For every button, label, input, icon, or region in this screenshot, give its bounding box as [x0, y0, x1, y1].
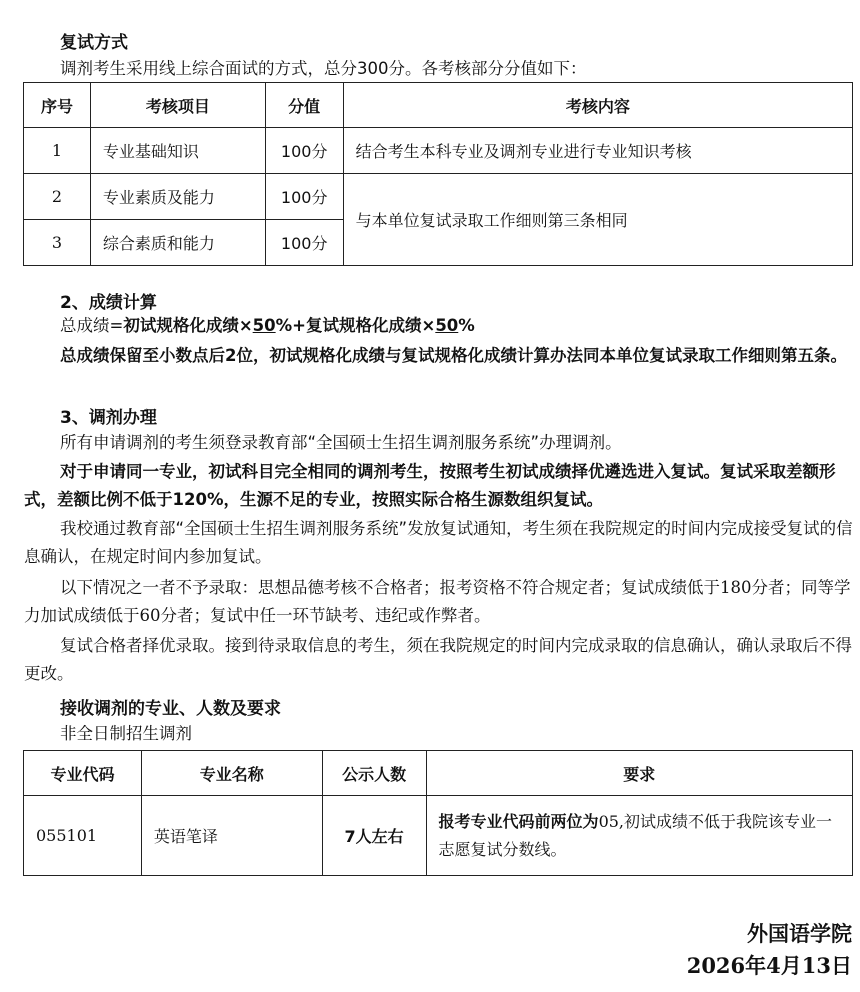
formula-plus: %+ [275, 316, 306, 335]
cell-major-code: 055101 [24, 796, 142, 876]
transfer-p2: 对于申请同一专业，初试科目完全相同的调剂考生，按照考生初试成绩择优遴选进入复试。复试采取差额形式，差额比例不低于120%，生源不足的专业，按照实际合格生源数组织复试。 [24, 462, 836, 509]
cell-score: 100分 [265, 174, 343, 220]
table-header-row [24, 83, 853, 128]
table-row [24, 128, 853, 174]
section-title-retest-method: 复试方式 [60, 33, 128, 53]
table-header-row [24, 751, 853, 796]
requirement-bold: 报考专业代码前两位为 [438, 811, 599, 831]
cell-no: 3 [24, 220, 91, 266]
table-row [24, 174, 853, 220]
header-score: 分值 [265, 83, 343, 128]
footer-date: 2026年4月13日 [686, 953, 852, 978]
header-requirement: 要求 [426, 751, 852, 796]
requirement-text: 05,初试成绩不低于我院该专业一志愿复试分数线。 [438, 811, 833, 859]
section-title-score-calc: 2、成绩计算 [60, 293, 157, 313]
score-formula [60, 314, 475, 338]
header-code: 专业代码 [24, 751, 142, 796]
cell-score: 100分 [265, 220, 343, 266]
transfer-p3: 我校通过教育部“全国硕士生招生调剂服务系统”发放复试通知，考生须在我院规定的时间内完成接受复试的信息确认，在规定时间内参加复试。 [24, 519, 853, 566]
transfer-p1: 所有申请调剂的考生须登录教育部“全国硕士生招生调剂服务系统”办理调剂。 [60, 433, 622, 452]
section-subtitle: 非全日制招生调剂 [60, 724, 192, 743]
majors-table [23, 750, 853, 876]
header-name: 专业名称 [141, 751, 322, 796]
score-note: 总成绩保留至小数点后2位，初试规格化成绩与复试规格化成绩计算办法同本单位复试录取工作细则第五条。 [60, 346, 847, 365]
header-count: 公示人数 [322, 751, 426, 796]
table-row [24, 796, 853, 876]
cell-score: 100分 [265, 128, 343, 174]
header-item: 考核项目 [90, 83, 265, 128]
section-intro: 调剂考生采用线上综合面试的方式，总分300分。各考核部分分值如下： [60, 59, 587, 78]
cell-requirement [426, 796, 852, 876]
header-content: 考核内容 [343, 83, 852, 128]
assessment-table [23, 82, 853, 266]
footer-org: 外国语学院 [747, 921, 852, 946]
cell-content: 结合考生本科专业及调剂专业进行专业知识考核 [343, 128, 852, 174]
header-no: 序号 [24, 83, 91, 128]
cell-no: 2 [24, 174, 91, 220]
transfer-p4: 以下情况之一者不予录取：思想品德考核不合格者；报考资格不符合规定者；复试成绩低于180分者；同等学力加试成绩低于60分者；复试中任一环节缺考、违纪或作弊者。 [24, 578, 851, 625]
formula-retest-pct: 50 [435, 316, 459, 335]
section-title-accepted-majors: 接收调剂的专业、人数及要求 [60, 699, 281, 719]
cell-major-name: 英语笔译 [141, 796, 322, 876]
cell-no: 1 [24, 128, 91, 174]
cell-merged-content: 与本单位复试录取工作细则第三条相同 [343, 174, 852, 266]
cell-count: 7人左右 [322, 796, 426, 876]
formula-initial: 初试规格化成绩× [123, 316, 253, 335]
formula-initial-pct: 50 [252, 316, 276, 335]
cell-item: 专业基础知识 [90, 128, 265, 174]
cell-item: 专业素质及能力 [90, 174, 265, 220]
cell-item: 综合素质和能力 [90, 220, 265, 266]
formula-end: % [458, 316, 475, 335]
transfer-p5: 复试合格者择优录取。接到待录取信息的考生，须在我院规定的时间内完成录取的信息确认，确认录取后不得更改。 [24, 636, 852, 683]
section-title-transfer: 3、调剂办理 [60, 408, 157, 428]
formula-prefix: 总成绩= [60, 316, 124, 335]
formula-retest: 复试规格化成绩× [305, 316, 436, 335]
